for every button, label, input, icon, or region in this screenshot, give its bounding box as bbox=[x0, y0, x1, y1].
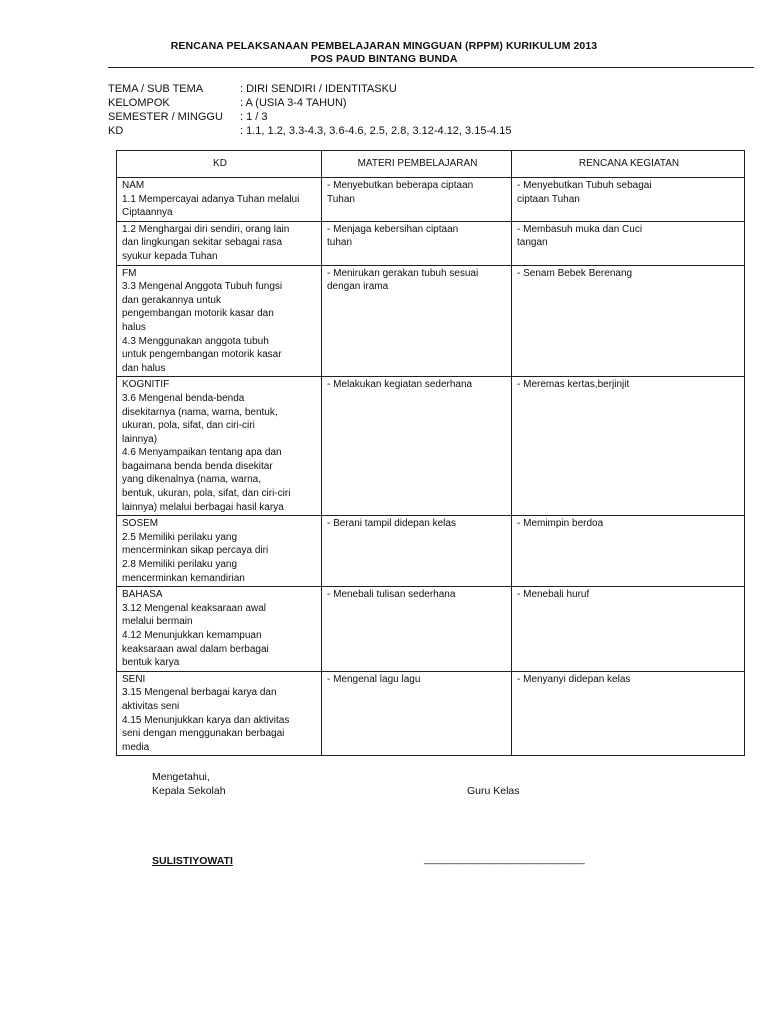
cell-line: bagaimana benda benda disekitar bbox=[122, 460, 273, 472]
cell-line: disekitarnya (nama, warna, bentuk, bbox=[122, 406, 278, 418]
cell-line: 2.8 Memiliki perilaku yang bbox=[122, 559, 238, 571]
cell-line: media bbox=[122, 741, 150, 753]
kegiatan-cell bbox=[512, 516, 745, 587]
cell-line: - Berani tampil didepan kelas bbox=[327, 518, 456, 530]
cell-line: - Membasuh muka dan Cuci bbox=[517, 223, 643, 235]
teacher-title: Guru Kelas bbox=[467, 785, 520, 797]
kd-cell bbox=[117, 221, 322, 265]
cell-line: SENI bbox=[122, 673, 146, 685]
materi-cell bbox=[322, 671, 512, 756]
cell-line: NAM bbox=[122, 180, 145, 191]
cell-line: syukur kepada Tuhan bbox=[122, 250, 218, 262]
meta-label: SEMESTER / MINGGU bbox=[108, 111, 223, 123]
cell-line: 3.3 Mengenal Anggota Tubuh fungsi bbox=[122, 281, 283, 293]
kd-cell bbox=[117, 265, 322, 377]
table-row bbox=[117, 671, 745, 756]
kegiatan-cell bbox=[512, 265, 745, 377]
materi-cell bbox=[322, 265, 512, 377]
table-row bbox=[117, 178, 745, 222]
cell-line: BAHASA bbox=[122, 589, 163, 601]
meta-label: TEMA / SUB TEMA bbox=[108, 83, 204, 95]
cell-line: melalui bermain bbox=[122, 616, 193, 628]
cell-line: ciptaan Tuhan bbox=[517, 193, 580, 205]
meta-row-semester bbox=[108, 110, 512, 124]
cell-line: untuk pengembangan motorik kasar bbox=[122, 349, 282, 361]
meta-label: KD bbox=[108, 125, 124, 137]
kd-cell bbox=[117, 377, 322, 516]
cell-line: 1.1 Mempercayai adanya Tuhan melalui bbox=[122, 193, 300, 205]
cell-line: 2.5 Memiliki perilaku yang bbox=[122, 531, 238, 543]
table-row bbox=[117, 377, 745, 516]
cell-line: dan gerakannya untuk bbox=[122, 294, 221, 306]
cell-line: - Senam Bebek Berenang bbox=[517, 267, 633, 279]
materi-cell bbox=[322, 587, 512, 672]
cell-line: bentuk karya bbox=[122, 657, 180, 669]
meta-value: : 1.1, 1.2, 3.3-4.3, 3.6-4.6, 2.5, 2.8, 3.12-4.12, 3.15-4.15 bbox=[240, 125, 512, 137]
cell-line: - Menjaga kebersihan ciptaan bbox=[327, 223, 459, 235]
kegiatan-cell bbox=[512, 377, 745, 516]
cell-line: KOGNITIF bbox=[122, 379, 170, 391]
cell-line: aktivitas seni bbox=[122, 700, 180, 712]
cell-line: mencerminkan sikap percaya diri bbox=[122, 545, 269, 557]
header-divider bbox=[108, 67, 754, 68]
meta-row-kd bbox=[108, 124, 512, 138]
cell-line: Tuhan bbox=[327, 193, 355, 205]
kd-cell bbox=[117, 516, 322, 587]
cell-line: - Menebali tulisan sederhana bbox=[327, 589, 456, 601]
cell-line: lainnya) bbox=[122, 433, 158, 445]
cell-line: 3.6 Mengenal benda-benda bbox=[122, 392, 245, 404]
meta-value: : 1 / 3 bbox=[240, 111, 268, 123]
cell-line: - Menebali huruf bbox=[517, 589, 590, 601]
cell-line: tangan bbox=[517, 237, 548, 249]
meta-row-tema bbox=[108, 82, 512, 96]
cell-line: FM bbox=[122, 267, 137, 279]
meta-value: : A (USIA 3-4 TAHUN) bbox=[240, 97, 347, 109]
kd-cell bbox=[117, 178, 322, 222]
cell-line: keaksaraan awal dalam berbagai bbox=[122, 643, 269, 655]
cell-line: ukuran, pola, sifat, dan ciri-ciri bbox=[122, 420, 255, 432]
cell-line: - Menyebutkan beberapa ciptaan bbox=[327, 180, 474, 191]
cell-line: 4.15 Menunjukkan karya dan aktivitas bbox=[122, 714, 290, 726]
kd-cell bbox=[117, 587, 322, 672]
plan-table bbox=[116, 150, 745, 756]
cell-line: - Melakukan kegiatan sederhana bbox=[327, 379, 473, 391]
cell-line: halus bbox=[122, 321, 146, 333]
materi-cell bbox=[322, 221, 512, 265]
cell-line: bentuk, ukuran, pola, sifat, dan ciri-ciri bbox=[122, 488, 291, 500]
table-row bbox=[117, 221, 745, 265]
cell-line: mencerminkan kemandirian bbox=[122, 572, 245, 584]
cell-line: - Meremas kertas,berjinjit bbox=[517, 379, 630, 391]
meta-block bbox=[108, 82, 512, 138]
cell-line: 3.12 Mengenal keaksaraan awal bbox=[122, 602, 266, 614]
cell-line: dan halus bbox=[122, 362, 166, 374]
meta-value: : DIRI SENDIRI / IDENTITASKU bbox=[240, 83, 397, 95]
cell-line: 1.2 Menghargai diri sendiri, orang lain bbox=[122, 223, 290, 235]
principal-name: SULISTIYOWATI bbox=[152, 855, 233, 867]
cell-line: 4.3 Menggunakan anggota tubuh bbox=[122, 335, 269, 347]
cell-line: - Menyanyi didepan kelas bbox=[517, 673, 631, 685]
header-kd: KD bbox=[117, 151, 322, 178]
cell-line: - Memimpin berdoa bbox=[517, 518, 604, 530]
document-title: RENCANA PELAKSANAAN PEMBELAJARAN MINGGUAN (RPPM) KURIKULUM 2013 bbox=[170, 40, 598, 52]
header-materi: MATERI PEMBELAJARAN bbox=[322, 151, 512, 178]
materi-cell bbox=[322, 377, 512, 516]
kd-cell bbox=[117, 671, 322, 756]
meta-row-kelompok bbox=[108, 96, 512, 110]
kegiatan-cell bbox=[512, 221, 745, 265]
kegiatan-cell bbox=[512, 671, 745, 756]
cell-line: 4.12 Menunjukkan kemampuan bbox=[122, 630, 262, 641]
cell-line: dan lingkungan sekitar sebagai rasa bbox=[122, 237, 283, 249]
cell-line: dengan irama bbox=[327, 281, 389, 293]
table-row bbox=[117, 587, 745, 672]
cell-line: seni dengan menggunakan berbagai bbox=[122, 728, 285, 740]
principal-title: Kepala Sekolah bbox=[152, 785, 226, 797]
cell-line: tuhan bbox=[327, 237, 353, 249]
cell-line: SOSEM bbox=[122, 518, 159, 530]
meta-label: KELOMPOK bbox=[108, 97, 170, 109]
cell-line: Ciptaannya bbox=[122, 207, 173, 219]
acknowledged-label: Mengetahui, bbox=[152, 771, 210, 783]
cell-line: - Mengenal lagu lagu bbox=[327, 673, 421, 685]
school-name: POS PAUD BINTANG BUNDA bbox=[310, 53, 458, 65]
cell-line: - Menirukan gerakan tubuh sesuai bbox=[327, 267, 479, 279]
teacher-signature-line: ______________________________ bbox=[424, 853, 585, 865]
materi-cell bbox=[322, 516, 512, 587]
cell-line: yang dikenalnya (nama, warna, bbox=[122, 474, 261, 486]
cell-line: 4.6 Menyampaikan tentang apa dan bbox=[122, 447, 282, 459]
header-kegiatan: RENCANA KEGIATAN bbox=[512, 151, 745, 178]
kegiatan-cell bbox=[512, 178, 745, 222]
kegiatan-cell bbox=[512, 587, 745, 672]
table-row bbox=[117, 265, 745, 377]
table-row bbox=[117, 516, 745, 587]
materi-cell bbox=[322, 178, 512, 222]
table-header-row bbox=[117, 151, 745, 178]
signature-left bbox=[152, 770, 226, 798]
cell-line: pengembangan motorik kasar dan bbox=[122, 308, 274, 320]
cell-line: lainnya) melalui berbagai hasil karya bbox=[122, 501, 284, 513]
cell-line: - Menyebutkan Tubuh sebagai bbox=[517, 180, 652, 191]
cell-line: 3.15 Mengenal berbagai karya dan bbox=[122, 687, 277, 699]
